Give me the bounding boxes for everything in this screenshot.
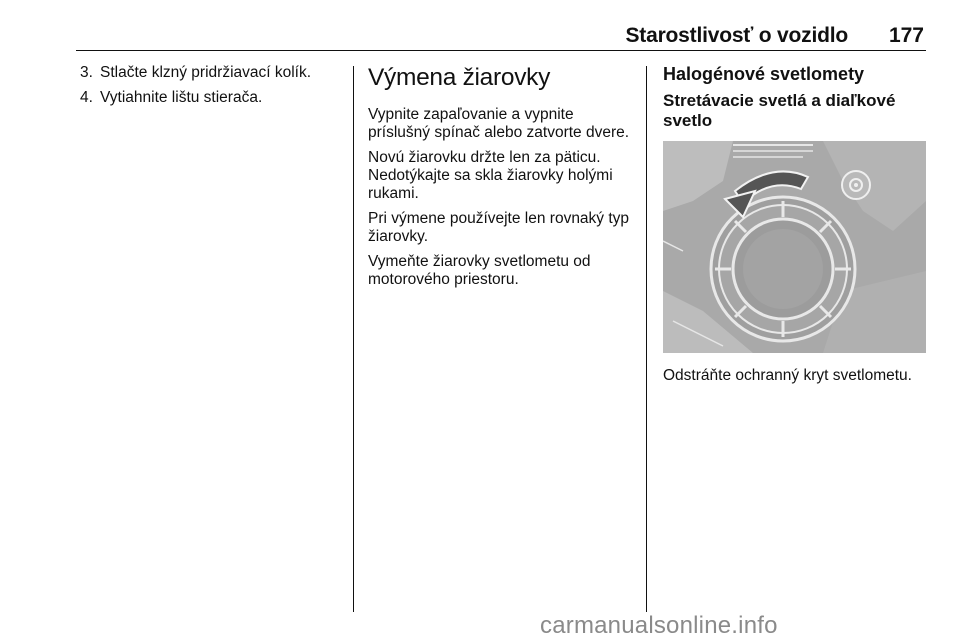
step-text: Vytiahnite lištu stierača. (100, 89, 263, 106)
section-heading: Výmena žiarovky (368, 64, 551, 91)
list-item (80, 64, 342, 82)
step-text: Stlačte klzný pridržiavací kolík. (100, 64, 312, 81)
column-right (663, 64, 927, 392)
paragraph: Vymeňte žiarovky svetlometu od motorového priestoru. (368, 253, 591, 288)
page-header-title: Starostlivosť o vozidlo (625, 24, 848, 47)
list-item (80, 89, 342, 107)
dust-cap (711, 197, 855, 341)
column-left (80, 64, 342, 114)
paragraph: Vypnite zapaľovanie a vypnite príslušný spínač alebo zatvorte dvere. (368, 106, 630, 141)
headlamp-cover-illustration (663, 141, 926, 353)
section-heading: Halogénové svetlomety (663, 64, 865, 84)
subsection-heading: Stretávacie svetlá a diaľkové svetlo (663, 91, 896, 130)
adjuster-screw (842, 171, 870, 199)
column-divider-2 (646, 66, 647, 612)
paragraph: Pri výmene používejte len rovnaký typ žiarovky. (368, 210, 630, 245)
figure-caption: Odstráňte ochranný kryt svetlometu. (663, 367, 912, 384)
column-divider-1 (353, 66, 354, 612)
steps-list (80, 64, 342, 107)
step-number: 3. (80, 64, 93, 81)
column-middle (368, 64, 630, 296)
header-divider (76, 50, 926, 51)
page-number: 177 (888, 24, 924, 47)
step-number: 4. (80, 89, 93, 106)
paragraph: Novú žiarovku držte len za päticu. Nedotýkajte sa skla žiarovky holými rukami. (368, 149, 613, 202)
watermark: carmanualsonline.info (540, 612, 778, 639)
